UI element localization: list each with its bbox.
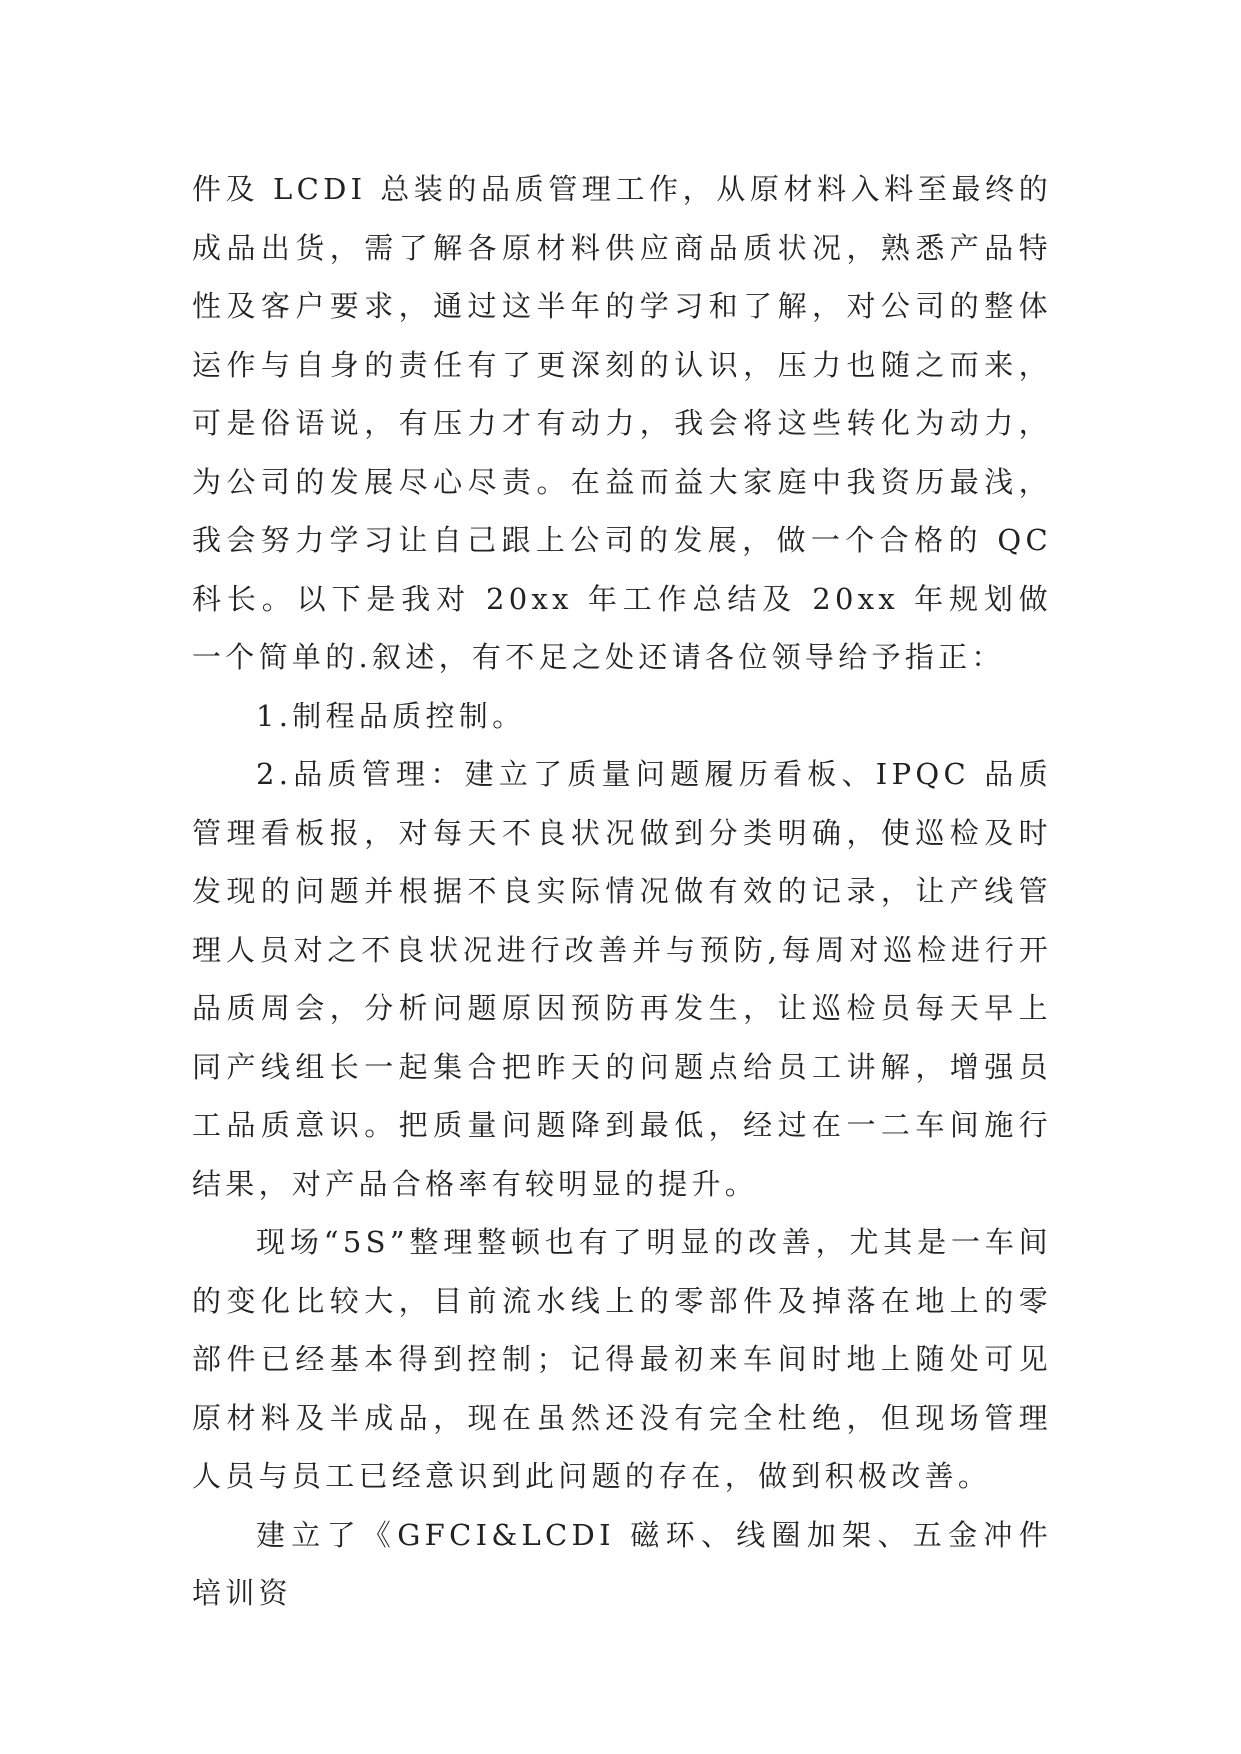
paragraph: 2.品质管理：建立了质量问题履历看板、IPQC 品质管理看板报，对每天不良状况做到分类明确，使巡检及时发现的问题并根据不良实际情况做有效的记录，让产线管理人员对之不良状况进行改善并与预防,每周对巡检进行开品质周会，分析问题原因预防再发生，让巡检员每天早上同产线组长一起集合把昨天的问题点给员工讲解，增强员工品质意识。把质量问题降到最低，经过在一二车间施行结果，对产品合格率有较明显的提升。 <box>192 757 1052 1201</box>
paragraph: 现场“5S”整理整顿也有了明显的改善，尤其是一车间的变化比较大，目前流水线上的零部件及掉落在地上的零部件已经基本得到控制；记得最初来车间时地上随处可见原材料及半成品，现在虽然还没有完全杜绝，但现场管理人员与员工已经意识到此问题的存在，做到积极改善。 <box>192 1225 1052 1493</box>
paragraph: 件及 LCDI 总装的品质管理工作，从原材料入料至最终的成品出货，需了解各原材料供应商品质状况，熟悉产品特性及客户要求，通过这半年的学习和了解，对公司的整体运作与自身的责任有了更深刻的认识，压力也随之而来，可是俗语说，有压力才有动力，我会将这些转化为动力，为公司的发展尽心尽责。在益而益大家庭中我资历最浅，我会努力学习让自己跟上公司的发展，做一个合格的 QC 科长。以下是我对 20xx 年工作总结及 20xx 年规划做一个简单的.叙述，有不足之处还请各位领导给予指正： <box>192 172 1052 674</box>
paragraph: 1.制程品质控制。 <box>256 698 526 733</box>
document-body <box>192 160 1052 1623</box>
paragraph: 建立了《GFCI&LCDI 磁环、线圈加架、五金冲件培训资 <box>192 1517 1052 1610</box>
